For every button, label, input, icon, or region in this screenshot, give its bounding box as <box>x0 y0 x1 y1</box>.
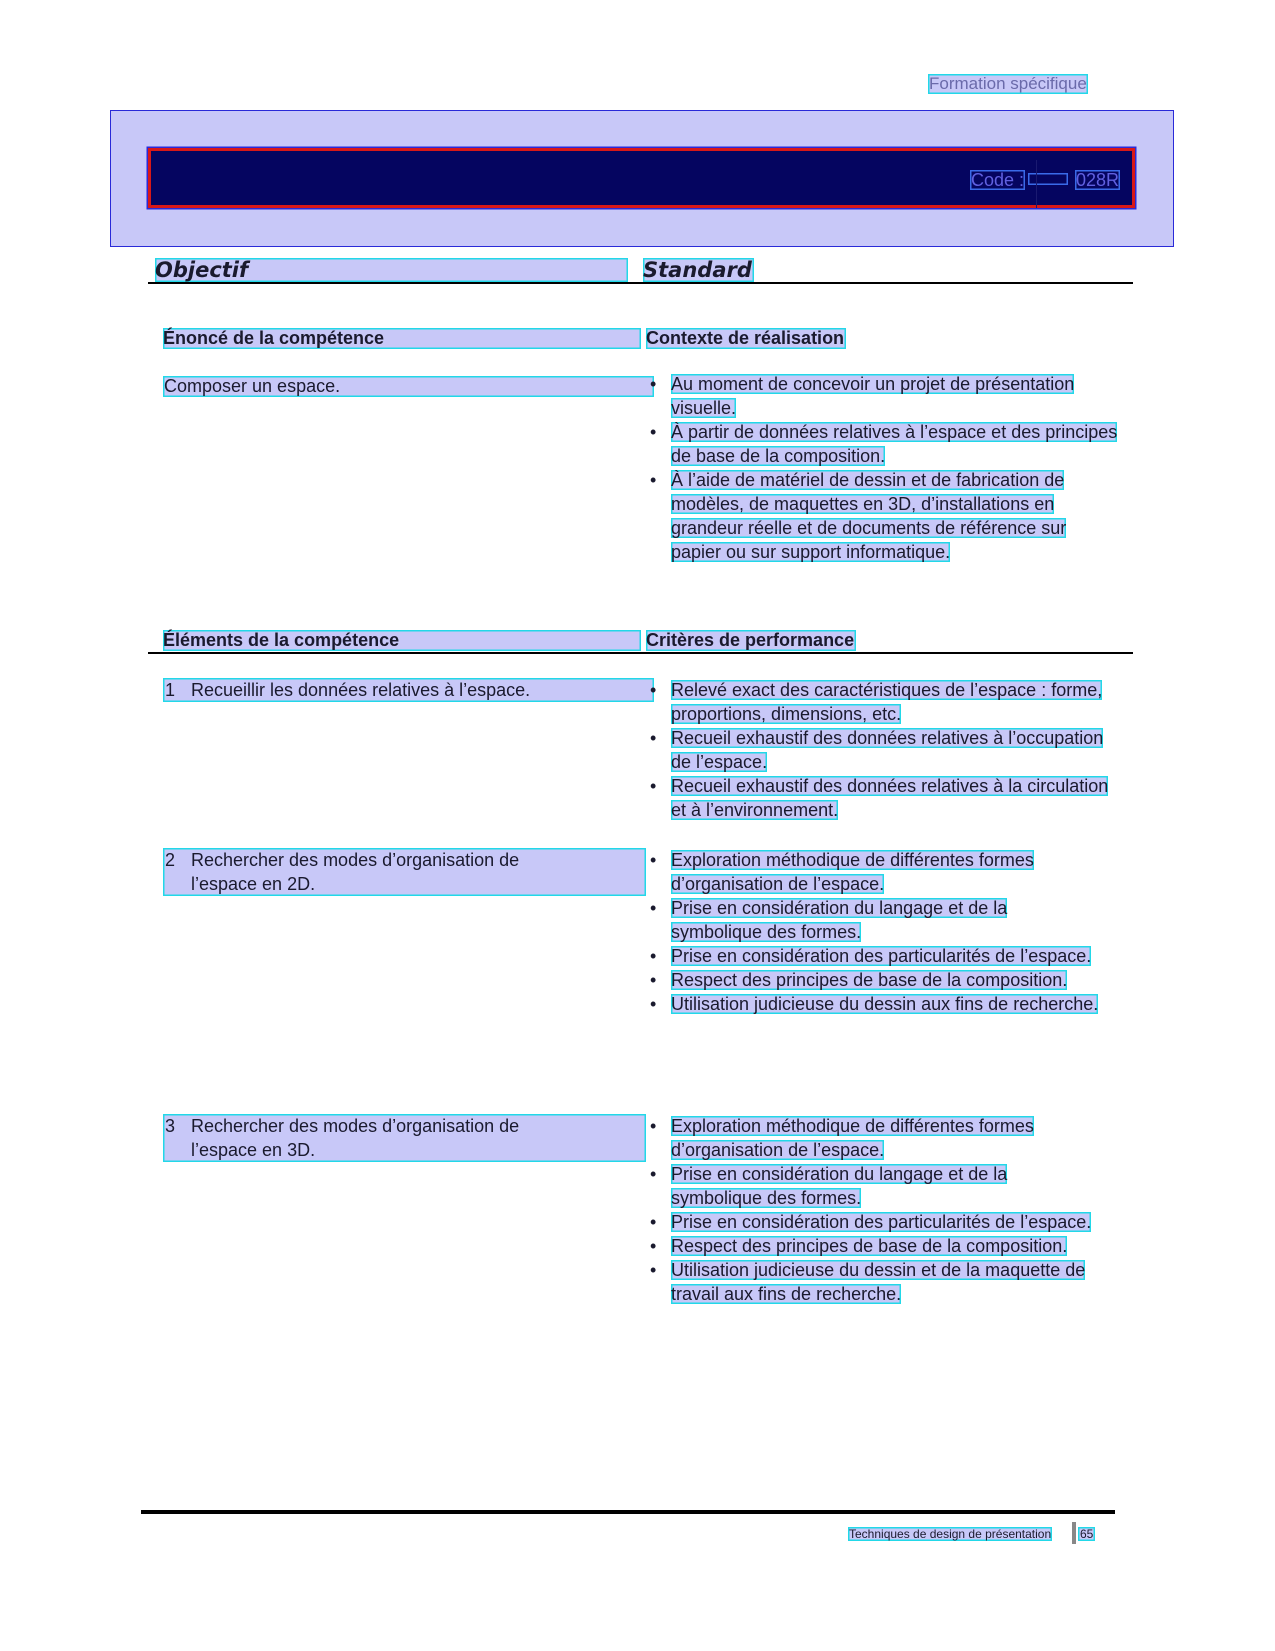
list-item: • Au moment de concevoir un projet de présentation visuelle. <box>648 372 1118 420</box>
section-divider <box>148 282 1133 284</box>
element-number: 2 <box>165 850 176 870</box>
list-item: • Prise en considération des particularités de l’espace. <box>648 1210 1103 1234</box>
table-header-divider <box>148 652 1133 654</box>
list-item: • À partir de données relatives à l’espace et des principes de base de la composition. <box>648 420 1118 468</box>
elements-heading: Éléments de la compétence <box>163 630 641 651</box>
code-separator <box>1036 160 1037 208</box>
list-item: • Relevé exact des caractéristiques de l’espace : forme, proportions, dimensions, etc. <box>648 678 1118 726</box>
element-item-1 <box>163 678 654 702</box>
statement-heading: Énoncé de la compétence <box>163 328 641 349</box>
element-item-3 <box>163 1114 646 1162</box>
list-item: • À l’aide de matériel de dessin et de fabrication de modèles, de maquettes en 3D, d’installations en grandeur réelle et de documents de référence sur papier ou sur support informatique. <box>648 468 1118 564</box>
criteria-heading: Critères de performance <box>646 630 855 650</box>
list-item: • Respect des principes de base de la composition. <box>648 1234 1103 1258</box>
list-item: • Recueil exhaustif des données relatives à la circulation et à l’environnement. <box>648 774 1118 822</box>
list-item: • Recueil exhaustif des données relatives à l’occupation de l’espace. <box>648 726 1118 774</box>
list-item: • Exploration méthodique de différentes formes d’organisation de l’espace. <box>648 1114 1103 1162</box>
code-label: Code : <box>971 170 1025 190</box>
program-label: Formation spécifique <box>929 74 1087 93</box>
element-number: 3 <box>165 1116 176 1136</box>
footer-divider <box>141 1510 1115 1514</box>
list-item: • Utilisation judicieuse du dessin et de la maquette de travail aux fins de recherche. <box>648 1258 1103 1306</box>
objective-heading: Objectif <box>155 258 628 282</box>
context-list <box>648 372 1118 564</box>
list-item: • Prise en considération des particularités de l’espace. <box>648 944 1103 968</box>
context-heading: Contexte de réalisation <box>646 328 845 348</box>
page-number: 65 <box>1080 1527 1094 1541</box>
element-item-2 <box>163 848 646 896</box>
element-text: Rechercher des modes d’organisation de l’espace en 3D. <box>191 1116 520 1160</box>
list-item: • Prise en considération du langage et de la symbolique des formes. <box>648 1162 1103 1210</box>
list-item: • Prise en considération du langage et de la symbolique des formes. <box>648 896 1103 944</box>
criteria-list-3 <box>648 1114 1103 1306</box>
list-item: • Respect des principes de base de la composition. <box>648 968 1103 992</box>
element-number: 1 <box>165 680 176 700</box>
code-field-box <box>1028 173 1068 185</box>
list-item: • Exploration méthodique de différentes formes d’organisation de l’espace. <box>648 848 1103 896</box>
footer-title: Techniques de design de présentation <box>849 1527 1052 1541</box>
footer-separator <box>1072 1522 1076 1544</box>
criteria-list-1 <box>648 678 1118 822</box>
standard-heading: Standard <box>643 258 752 282</box>
competence-statement: Composer un espace. <box>163 376 654 397</box>
list-item: • Utilisation judicieuse du dessin aux fins de recherche. <box>648 992 1103 1016</box>
element-text: Rechercher des modes d’organisation de l’espace en 2D. <box>191 850 520 894</box>
code-value: 028R <box>1076 170 1120 190</box>
element-text: Recueillir les données relatives à l’espace. <box>191 680 531 700</box>
criteria-list-2 <box>648 848 1103 1016</box>
